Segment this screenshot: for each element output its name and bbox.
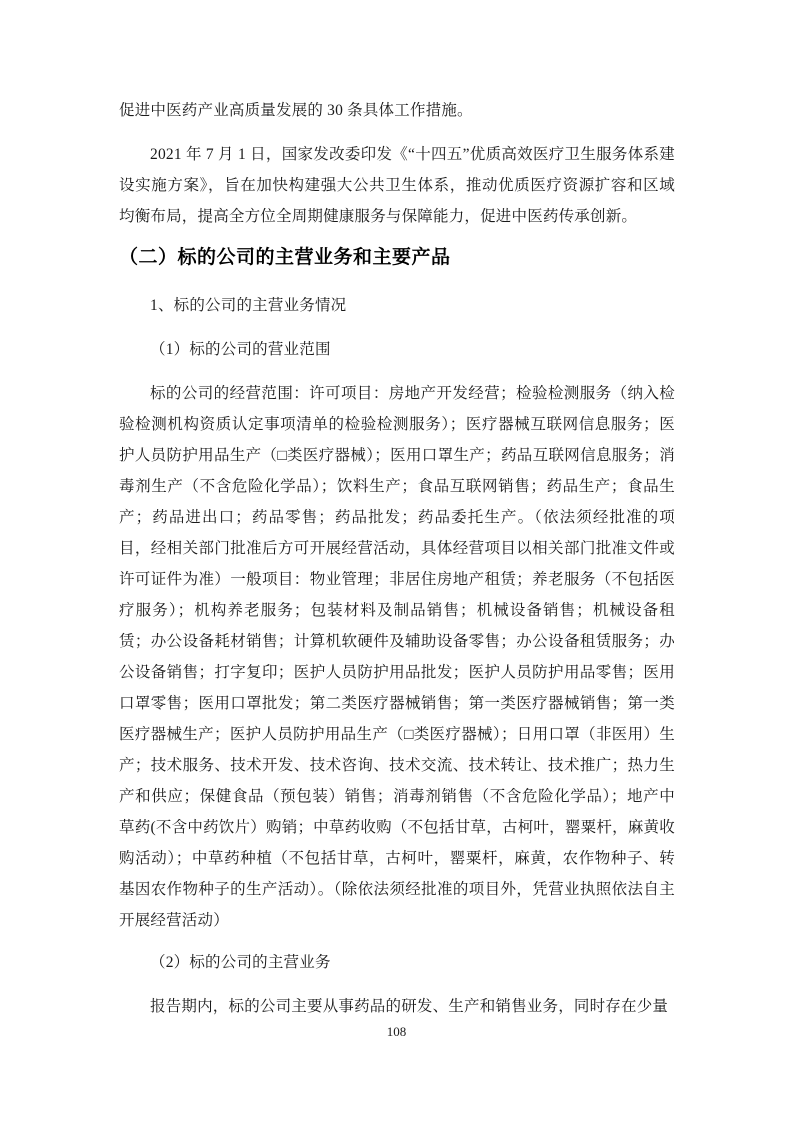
page-content — [119, 0, 675, 1035]
page-number: 108 — [386, 1024, 407, 1039]
subheading-1-2-main-business: （2）标的公司的主营业务 — [150, 954, 331, 971]
paragraph-work-measures-continuation: 促进中医药产业高质量发展的 30 条具体工作措施。 — [119, 102, 473, 119]
subheading-1-main-business-overview: 1、标的公司的主营业务情况 — [150, 297, 347, 314]
paragraph-business-scope: 标的公司的经营范围：许可项目：房地产开发经营；检验检测服务（纳入检验检测机构资质认定事项清单的检验检测服务）；医疗器械互联网信息服务；医护人员防护用品生产（□类医疗器械）；医用口罩生产；药品互联网信息服务；消毒剂生产（不含危险化学品）；饮料生产；食品互联网销售；药品生产；食品生产；药品进出口；药品零售；药品批发；药品委托生产。（依法须经批准的项目，经相关部门批准后方可开展经营活动，具体经营项目以相关部门批准文件或许可证件为准）一般项目：物业管理；非居住房地产租赁；养老服务（不包括医疗服务）；机构养老服务；包装材料及制品销售；机械设备销售；机械设备租赁；办公设备耗材销售；计算机软硬件及辅助设备零售；办公设备租赁服务；办公设备销售；打字复印；医护人员防护用品批发；医护人员防护用品零售；医用口罩零售；医用口罩批发；第二类医疗器械销售；第一类医疗器械销售；第一类医疗器械生产；医护人员防护用品生产（□类医疗器械）；日用口罩（非医用）生产；技术服务、技术开发、技术咨询、技术交流、技术转让、技术推广；热力生产和供应；保健食品（预包装）销售；消毒剂销售（不含危险化学品）；地产中草药(不含中药饮片）购销；中草药收购（不包括甘草，古柯叶，罂粟杆，麻黄收购活动）；中草药种植（不包括甘草，古柯叶，罂粟杆，麻黄，农作物种子、转基因农作物种子的生产活动）。（除依法须经批准的项目外，凭营业执照依法自主开展经营活动） — [119, 385, 675, 929]
paragraph-main-business-intro: 报告期内，标的公司主要从事药品的研发、生产和销售业务，同时存在少量 — [150, 998, 669, 1015]
section-heading-main-business: （二）标的公司的主营业务和主要产品 — [119, 247, 451, 268]
page-footer — [0, 1024, 793, 1040]
paragraph-policy-2021: 2021 年 7 月 1 日，国家发改委印发《“十四五”优质高效医疗卫生服务体系建设实施方案》，旨在加快构建强大公共卫生体系，推动优质医疗资源扩容和区域均衡布局，提高全方位全周期健康服务与保障能力，促进中医药传承创新。 — [119, 146, 675, 225]
subheading-1-1-business-scope: （1）标的公司的营业范围 — [150, 341, 331, 358]
